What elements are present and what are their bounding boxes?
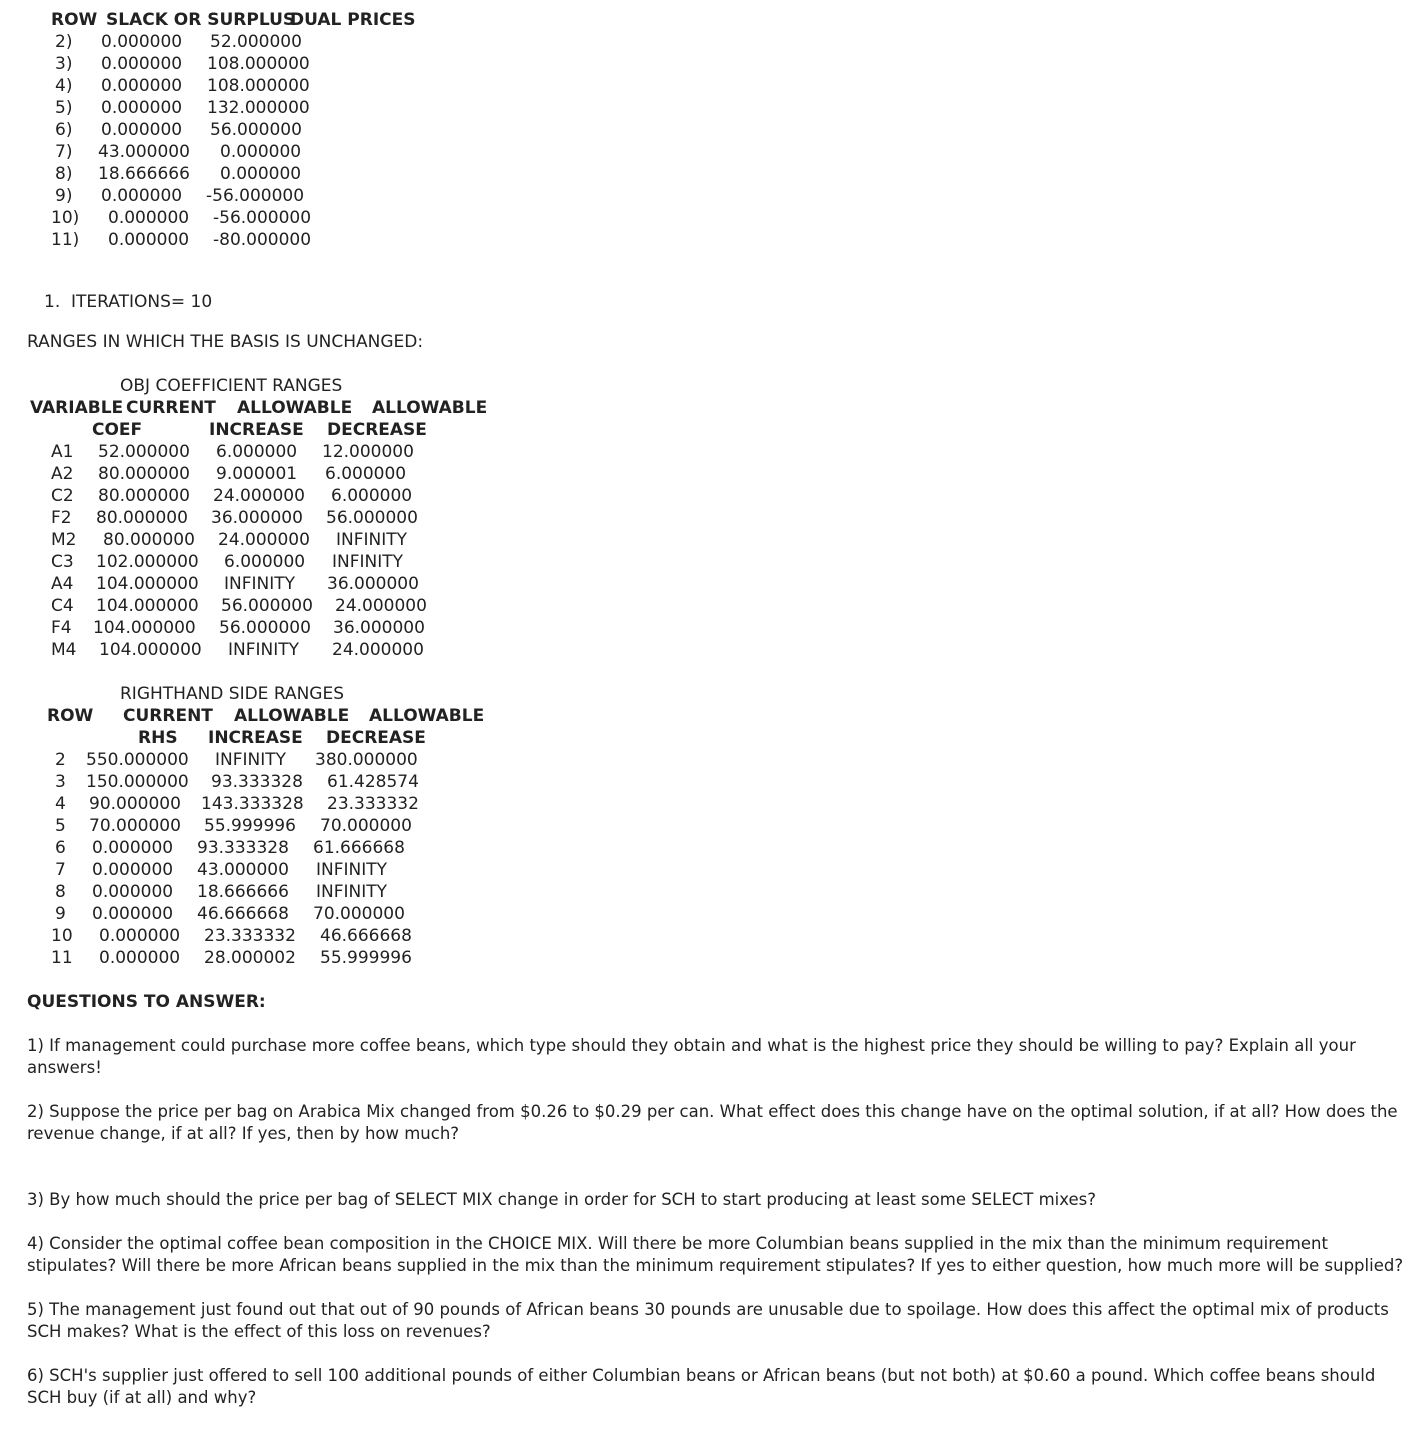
obj-header-increase: INCREASE — [209, 420, 304, 440]
obj-row-r10-c4: 24.000000 — [332, 640, 424, 660]
rhs-row-r3-c4: 23.333332 — [327, 794, 419, 814]
obj-row-r6-c1: C3 — [51, 552, 74, 572]
slack-row-r3-c3: 108.000000 — [207, 76, 310, 96]
rhs-row-r9-c4: 46.666668 — [320, 926, 412, 946]
rhs-row-r1-c2: 550.000000 — [86, 750, 189, 770]
rhs-row-r9-c2: 0.000000 — [99, 926, 181, 946]
rhs-row-r9-c1: 10 — [51, 926, 73, 946]
obj-row-r2-c2: 80.000000 — [98, 464, 190, 484]
slack-row-r6-c3: 0.000000 — [220, 142, 302, 162]
questions-heading: QUESTIONS TO ANSWER: — [27, 992, 266, 1012]
obj-row-r5-c1: M2 — [51, 530, 77, 550]
rhs-title: RIGHTHAND SIDE RANGES — [120, 684, 345, 704]
rhs-row-r2-c2: 150.000000 — [86, 772, 189, 792]
question-1: 1) If management could purchase more coffee beans, which type should they obtain and what is the highest price they should be willing to pay? Explain all your answers! — [27, 1036, 1356, 1077]
obj-row-r7-c3: INFINITY — [224, 574, 296, 594]
rhs-row-r6-c2: 0.000000 — [92, 860, 174, 880]
obj-row-r3-c1: C2 — [51, 486, 74, 506]
obj-row-r1-c3: 6.000000 — [216, 442, 298, 462]
slack-row-r7-c1: 8) — [55, 164, 73, 184]
rhs-row-r6-c1: 7 — [55, 860, 66, 880]
rhs-row-r7-c1: 8 — [55, 882, 66, 902]
ranges-heading: RANGES IN WHICH THE BASIS IS UNCHANGED: — [27, 332, 424, 352]
obj-header-decrease: DECREASE — [327, 420, 427, 440]
slack-header-row: ROW — [51, 10, 98, 30]
rhs-row-r2-c1: 3 — [55, 772, 66, 792]
obj-row-r7-c1: A4 — [51, 574, 74, 594]
obj-row-r3-c2: 80.000000 — [98, 486, 190, 506]
slack-row-r7-c2: 18.666666 — [98, 164, 190, 184]
rhs-header-current: CURRENT — [123, 706, 213, 726]
slack-row-r7-c3: 0.000000 — [220, 164, 302, 184]
slack-row-r1-c2: 0.000000 — [101, 32, 183, 52]
obj-row-r5-c3: 24.000000 — [218, 530, 310, 550]
rhs-row-r10-c4: 55.999996 — [320, 948, 412, 968]
obj-row-r9-c2: 104.000000 — [93, 618, 196, 638]
slack-row-r9-c3: -56.000000 — [213, 208, 312, 228]
obj-row-r10-c2: 104.000000 — [99, 640, 202, 660]
slack-row-r3-c1: 4) — [55, 76, 73, 96]
rhs-row-r6-c4: INFINITY — [316, 860, 388, 880]
obj-header-coef: COEF — [92, 420, 143, 440]
obj-row-r4-c1: F2 — [51, 508, 72, 528]
obj-row-r9-c3: 56.000000 — [219, 618, 311, 638]
slack-row-r5-c2: 0.000000 — [101, 120, 183, 140]
rhs-row-r2-c3: 93.333328 — [211, 772, 303, 792]
obj-header-variable: VARIABLE — [30, 398, 124, 418]
rhs-row-r10-c3: 28.000002 — [204, 948, 296, 968]
rhs-row-r10-c1: 11 — [51, 948, 73, 968]
slack-row-r8-c2: 0.000000 — [101, 186, 183, 206]
rhs-row-r5-c2: 0.000000 — [92, 838, 174, 858]
slack-row-r4-c1: 5) — [55, 98, 73, 118]
obj-row-r1-c1: A1 — [51, 442, 74, 462]
obj-row-r8-c4: 24.000000 — [335, 596, 427, 616]
rhs-row-r4-c3: 55.999996 — [204, 816, 296, 836]
slack-row-r10-c2: 0.000000 — [108, 230, 190, 250]
question-6: 6) SCH's supplier just offered to sell 100 additional pounds of either Columbian beans or African beans (but not both) at $0.60 a pound. Which coffee beans should SCH buy (if at all) and why? — [27, 1366, 1376, 1407]
obj-title: OBJ COEFFICIENT RANGES — [120, 376, 343, 396]
rhs-row-r2-c4: 61.428574 — [327, 772, 419, 792]
slack-row-r9-c2: 0.000000 — [108, 208, 190, 228]
rhs-row-r4-c4: 70.000000 — [320, 816, 412, 836]
rhs-row-r8-c4: 70.000000 — [313, 904, 405, 924]
slack-row-r1-c1: 2) — [55, 32, 73, 52]
rhs-row-r1-c3: INFINITY — [215, 750, 287, 770]
rhs-row-r10-c2: 0.000000 — [99, 948, 181, 968]
rhs-header-rhs: RHS — [138, 728, 178, 748]
rhs-row-r7-c2: 0.000000 — [92, 882, 174, 902]
rhs-row-r7-c3: 18.666666 — [197, 882, 289, 902]
obj-row-r9-c1: F4 — [51, 618, 72, 638]
rhs-row-r5-c1: 6 — [55, 838, 66, 858]
slack-row-r1-c3: 52.000000 — [210, 32, 302, 52]
slack-row-r2-c1: 3) — [55, 54, 73, 74]
rhs-header-decrease: DECREASE — [326, 728, 426, 748]
obj-row-r5-c2: 80.000000 — [103, 530, 195, 550]
rhs-header-increase: INCREASE — [208, 728, 303, 748]
obj-row-r6-c4: INFINITY — [332, 552, 404, 572]
slack-row-r5-c3: 56.000000 — [210, 120, 302, 140]
rhs-row-r5-c4: 61.666668 — [313, 838, 405, 858]
slack-row-r3-c2: 0.000000 — [101, 76, 183, 96]
obj-row-r2-c3: 9.000001 — [216, 464, 298, 484]
obj-row-r5-c4: INFINITY — [336, 530, 408, 550]
rhs-row-r3-c1: 4 — [55, 794, 66, 814]
question-3: 3) By how much should the price per bag of SELECT MIX change in order for SCH to start producing at least some SELECT mixes? — [27, 1190, 1097, 1209]
obj-row-r4-c4: 56.000000 — [326, 508, 418, 528]
slack-row-r9-c1: 10) — [51, 208, 80, 228]
rhs-header-allow-dec: ALLOWABLE — [369, 706, 485, 726]
obj-row-r3-c3: 24.000000 — [213, 486, 305, 506]
obj-row-r7-c4: 36.000000 — [327, 574, 419, 594]
rhs-row-r4-c1: 5 — [55, 816, 66, 836]
rhs-row-r8-c1: 9 — [55, 904, 66, 924]
rhs-row-r6-c3: 43.000000 — [197, 860, 289, 880]
rhs-row-r8-c3: 46.666668 — [197, 904, 289, 924]
rhs-row-r5-c3: 93.333328 — [197, 838, 289, 858]
obj-row-r4-c3: 36.000000 — [211, 508, 303, 528]
slack-row-r10-c1: 11) — [51, 230, 80, 250]
question-4: 4) Consider the optimal coffee bean composition in the CHOICE MIX. Will there be more Columbian beans supplied in the mix than the minimum requirement stipulates? Will there be more African beans supplied in the mix than the minimum requirement stipulates? If yes to either question, how much more will be supplied? — [27, 1234, 1404, 1275]
obj-header-current: CURRENT — [126, 398, 216, 418]
obj-header-allow-inc: ALLOWABLE — [237, 398, 353, 418]
obj-row-r3-c4: 6.000000 — [331, 486, 413, 506]
obj-row-r8-c2: 104.000000 — [96, 596, 199, 616]
obj-row-r8-c3: 56.000000 — [221, 596, 313, 616]
obj-row-r1-c2: 52.000000 — [98, 442, 190, 462]
slack-row-r8-c1: 9) — [55, 186, 73, 206]
obj-row-r1-c4: 12.000000 — [322, 442, 414, 462]
slack-row-r2-c2: 0.000000 — [101, 54, 183, 74]
iterations-line: 1. ITERATIONS= 10 — [44, 292, 213, 312]
rhs-header-row: ROW — [47, 706, 94, 726]
obj-row-r9-c4: 36.000000 — [333, 618, 425, 638]
rhs-header-allow-inc: ALLOWABLE — [234, 706, 350, 726]
obj-row-r2-c1: A2 — [51, 464, 74, 484]
slack-row-r10-c3: -80.000000 — [213, 230, 312, 250]
slack-row-r4-c3: 132.000000 — [207, 98, 310, 118]
obj-row-r6-c2: 102.000000 — [96, 552, 199, 572]
slack-header-slack: SLACK OR SURPLUS — [106, 10, 296, 30]
obj-row-r10-c1: M4 — [51, 640, 77, 660]
rhs-row-r1-c1: 2 — [55, 750, 66, 770]
rhs-row-r3-c2: 90.000000 — [89, 794, 181, 814]
slack-header-dual: DUAL PRICES — [290, 10, 416, 30]
rhs-row-r4-c2: 70.000000 — [89, 816, 181, 836]
obj-row-r6-c3: 6.000000 — [224, 552, 306, 572]
slack-row-r5-c1: 6) — [55, 120, 73, 140]
rhs-row-r7-c4: INFINITY — [316, 882, 388, 902]
rhs-row-r8-c2: 0.000000 — [92, 904, 174, 924]
obj-row-r2-c4: 6.000000 — [325, 464, 407, 484]
obj-header-allow-dec: ALLOWABLE — [372, 398, 488, 418]
obj-row-r4-c2: 80.000000 — [96, 508, 188, 528]
slack-row-r6-c2: 43.000000 — [98, 142, 190, 162]
slack-row-r2-c3: 108.000000 — [207, 54, 310, 74]
question-5: 5) The management just found out that out of 90 pounds of African beans 30 pounds are unusable due to spoilage. How does this affect the optimal mix of products SCH makes? What is the effect of this loss on revenues? — [27, 1300, 1389, 1341]
rhs-row-r3-c3: 143.333328 — [201, 794, 304, 814]
obj-row-r10-c3: INFINITY — [228, 640, 300, 660]
slack-row-r8-c3: -56.000000 — [206, 186, 305, 206]
slack-row-r4-c2: 0.000000 — [101, 98, 183, 118]
question-2: 2) Suppose the price per bag on Arabica Mix changed from $0.26 to $0.29 per can. What effect does this change have on the optimal solution, if at all? How does the revenue change, if at all? If yes, then by how much? — [27, 1102, 1398, 1143]
obj-row-r8-c1: C4 — [51, 596, 74, 616]
obj-row-r7-c2: 104.000000 — [96, 574, 199, 594]
rhs-row-r9-c3: 23.333332 — [204, 926, 296, 946]
slack-row-r6-c1: 7) — [55, 142, 73, 162]
rhs-row-r1-c4: 380.000000 — [315, 750, 418, 770]
